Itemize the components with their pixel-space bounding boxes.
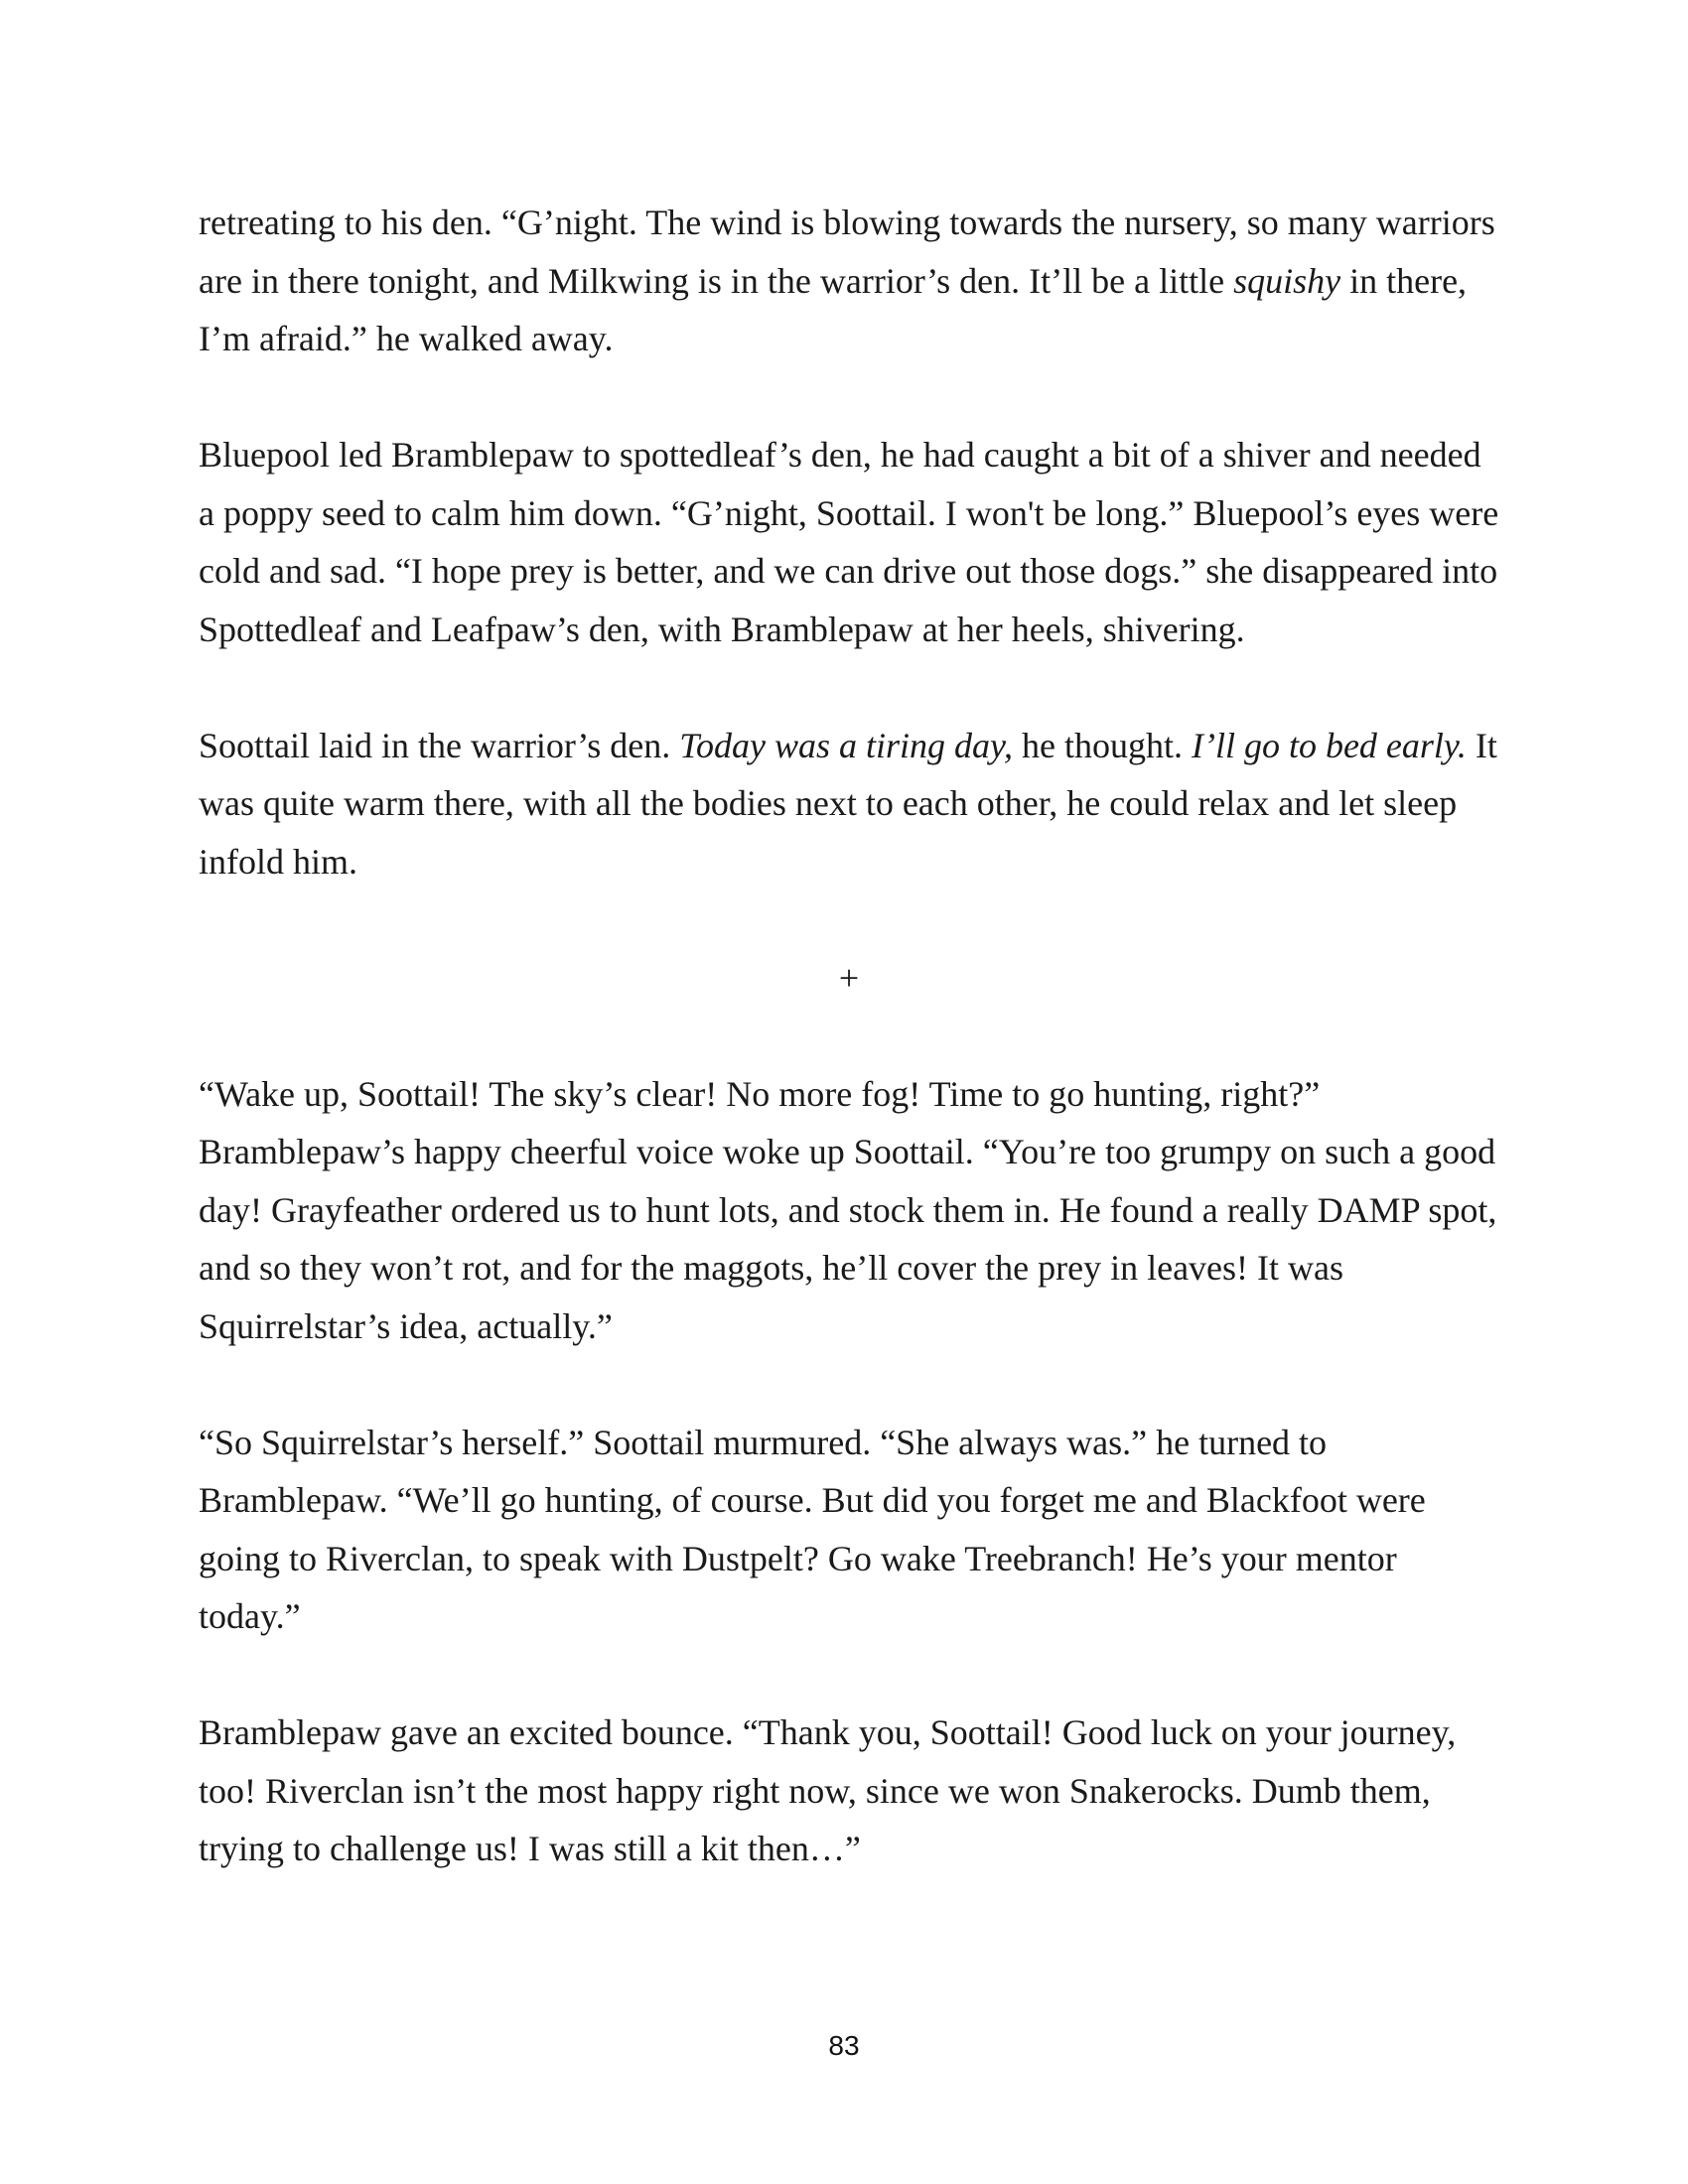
text-segment: Soottail laid in the warrior’s den. [199,725,680,765]
italic-segment: squishy [1233,260,1341,301]
paragraph-2 [199,426,1499,658]
scene-separator: + [838,957,860,998]
paragraph-3 [199,717,1499,891]
text-segment: Bluepool led Bramblepaw to spottedleaf’s den, he had caught a bit of a shiver and needed a poppy seed to calm him down. “G’night, Soottail. I won't be long.” Bluepool’s eyes were cold and sad. “I hope prey is better, and we can drive out those dogs.” she disappeared into Spottedleaf and Leafpaw’s den, with Bramblepaw at her heels, shivering. [199,435,1499,649]
text-segment: he thought. [1012,725,1192,765]
text-segment: It was quite warm there, with all the bodies next to each other, he could relax and let sleep infold him. [199,725,1497,882]
paragraph-1 [199,194,1499,368]
paragraph-4 [199,1065,1499,1356]
paragraph-5 [199,1414,1499,1646]
italic-segment: Today was a tiring day, [679,725,1013,765]
paragraph-6 [199,1704,1499,1878]
italic-segment: I’ll go to bed early. [1191,725,1467,765]
text-segment: “So Squirrelstar’s herself.” Soottail murmured. “She always was.” he turned to Bramblepaw. “We’ll go hunting, of course. But did you forget me and Blackfoot were going to Riverclan, to speak with Dustpelt? Go wake Treebranch! He’s your mentor today.” [199,1422,1426,1636]
page-number: 83 [828,2030,860,2061]
text-segment: Bramblepaw gave an excited bounce. “Thank you, Soottail! Good luck on your journey, too! Riverclan isn’t the most happy right now, since we won Snakerocks. Dumb them, trying to challenge us! I was still a kit then…” [199,1712,1457,1868]
text-segment: retreating to his den. “G’night. The wind is blowing towards the nursery, so many warriors are in there tonight, and Milkwing is in the warrior’s den. It’ll be a little [199,203,1495,301]
text-segment: in there, I’m afraid.” he walked away. [199,260,1468,358]
text-segment: “Wake up, Soottail! The sky’s clear! No more fog! Time to go hunting, right?” Bramblepaw’s happy cheerful voice woke up Soottail. “You’re too grumpy on such a good day! Grayfeather ordered us to hunt lots, and stock them in. He found a really DAMP spot, and so they won’t rot, and for the maggots, he’ll cover the prey in leaves! It was Squirrelstar’s idea, actually.” [199,1073,1497,1346]
page-body [199,194,1499,1878]
